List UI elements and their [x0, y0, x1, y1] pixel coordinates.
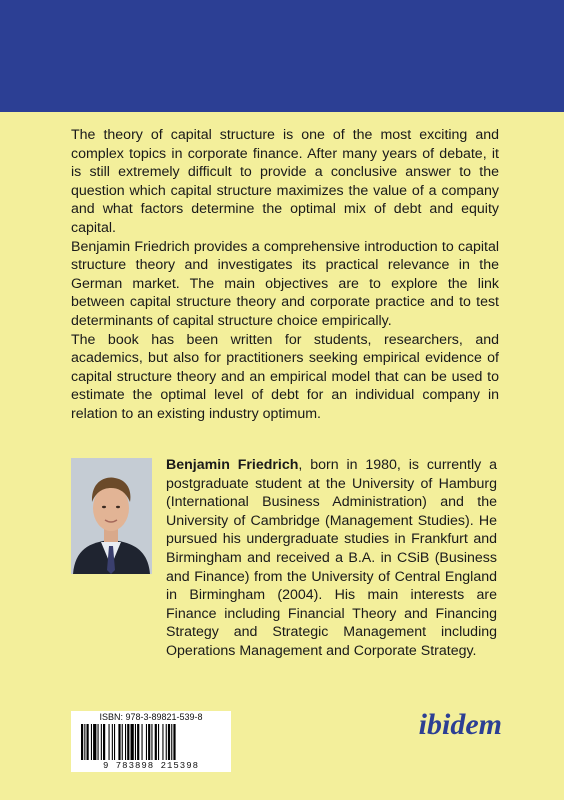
barcode-bar — [114, 724, 115, 760]
barcode-bar — [151, 724, 152, 760]
barcode-bar — [125, 724, 126, 760]
blurb-paragraph-3: The book has been written for students, researchers, and academics, but also for practitioners seeking empirical evidence of capital structure theory and an empirical model that can be used to estimate the optimal level of debt for an individual company in relation to an existing industry optimum. — [71, 331, 499, 422]
author-photo — [71, 458, 152, 574]
barcode-bar — [166, 724, 167, 760]
barcode-bar — [112, 724, 113, 760]
isbn-label: ISBN: 978-3-89821-539-8 — [99, 712, 203, 722]
barcode-bar — [87, 724, 89, 760]
barcode-bar — [142, 724, 143, 760]
isbn-barcode — [71, 711, 231, 772]
barcode-bar — [155, 724, 157, 760]
barcode-bar — [109, 724, 110, 760]
barcode-bar — [171, 724, 172, 760]
barcode-bar — [137, 724, 139, 760]
blurb-paragraph-2: Benjamin Friedrich provides a comprehensive introduction to capital structure theory and investigates its practical relevance in the German market. The main objectives are to explore the link between capital structure theory and corporate practice and to test determinants of capital structure choice empirically. — [71, 238, 499, 329]
author-portrait-image — [71, 458, 152, 574]
barcode-bar — [91, 724, 92, 760]
barcode-bar — [81, 724, 83, 760]
barcode-bar — [162, 724, 163, 760]
barcode-bar — [103, 724, 105, 760]
barcode-bar — [146, 724, 147, 760]
barcode-bar — [98, 724, 99, 760]
back-cover-blurb — [71, 126, 499, 424]
barcode-bar — [93, 724, 96, 760]
barcode-digits: 9 783898 215398 — [102, 761, 199, 771]
barcode-bar — [158, 724, 159, 760]
barcode-bar — [168, 724, 170, 760]
barcode-bars — [79, 724, 223, 760]
barcode-bar — [173, 724, 175, 760]
barcode-bar — [84, 724, 85, 760]
barcode-bar — [131, 724, 134, 760]
top-color-band — [0, 0, 564, 112]
barcode-bar — [148, 724, 150, 760]
barcode-bar — [127, 724, 129, 760]
author-bio — [166, 456, 497, 661]
barcode-bar — [122, 724, 123, 760]
publisher-logo: ibidem — [418, 708, 502, 741]
barcode-bar — [101, 724, 102, 760]
author-name: Benjamin Friedrich — [166, 457, 299, 473]
barcode-bar — [118, 724, 120, 760]
author-bio-text: , born in 1980, is currently a postgraduate student at the University of Hamburg (International Business Administration) and the University of Cambridge (Management Studies). He pursued his undergraduate studies in Frankfurt and Birmingham and received a B.A. in CSiB (Business and Finance) from the University of Central England in Birmingham (2004). His main interests are Finance including Financial Theory and Financing Strategy and Strategic Management including Operations Management and Corporate Strategy. — [166, 457, 497, 659]
blurb-paragraph-1: The theory of capital structure is one of the most exciting and complex topics in corporate finance. After many years of debate, it is still extremely difficult to provide a conclusive answer to the question which capital structure maximizes the value of a company and what factors determine the optimal mix of debt and equity capital. — [71, 127, 499, 236]
barcode-bar — [135, 724, 136, 760]
